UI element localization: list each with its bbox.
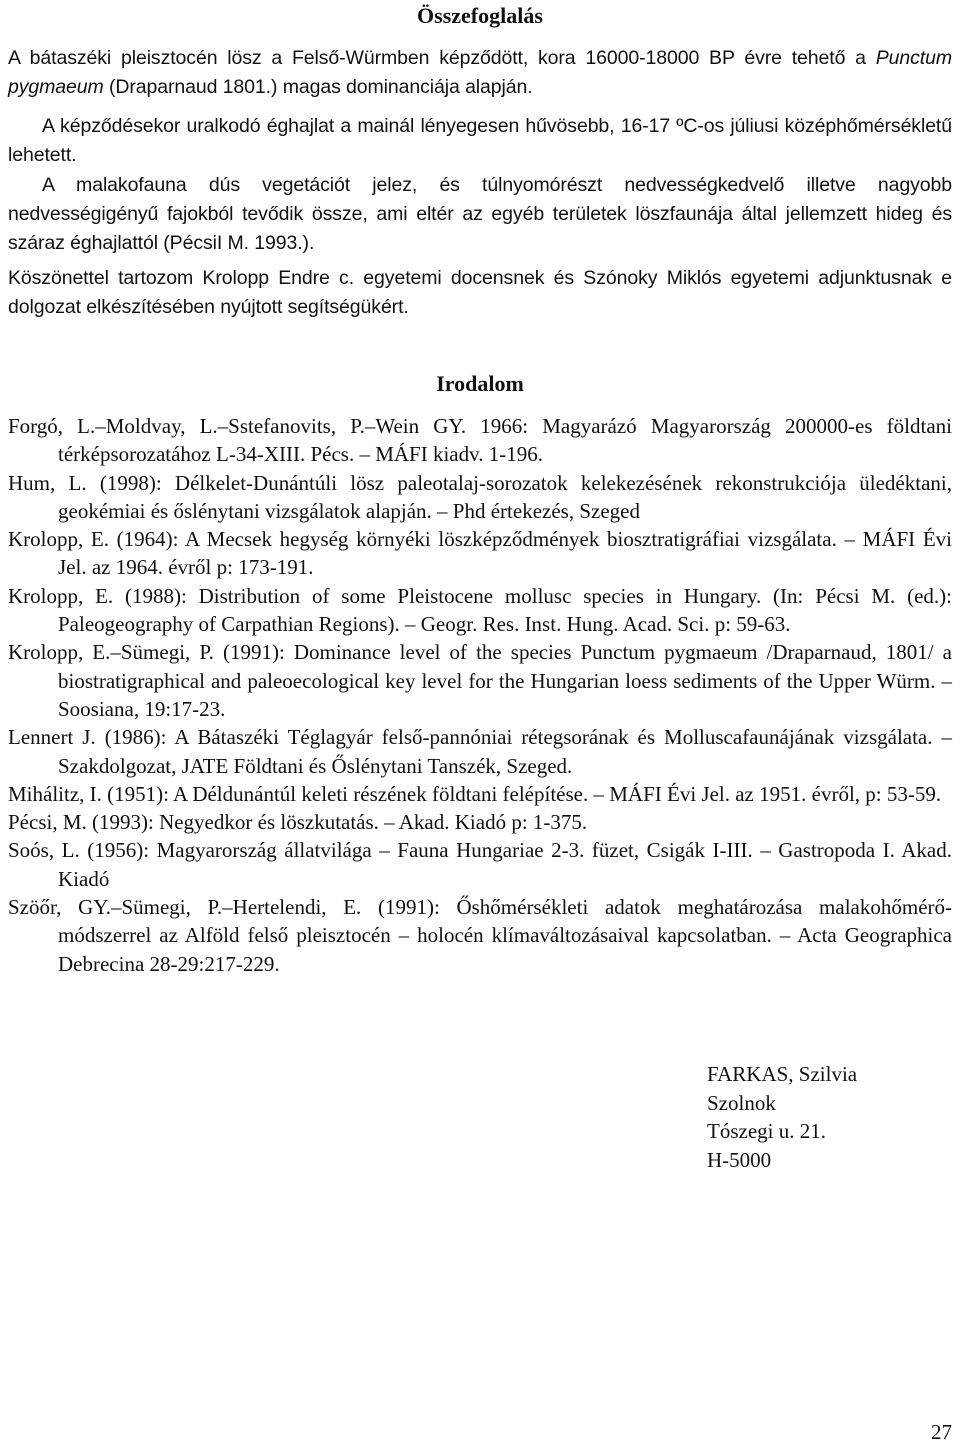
summary-heading: Összefoglalás	[417, 3, 543, 28]
species-name-italic: Punctum pygmaeum	[8, 47, 952, 98]
reference-item: Krolopp, E. (1964): A Mecsek hegység környéki löszképződmények biosztratigráfiai vizsgálata. – MÁFI Évi Jel. az 1964. évről p: 173-191.	[8, 527, 952, 580]
summary-p1-text-end: (Draparnaud 1801.) magas dominanciája alapján.	[103, 76, 533, 98]
author-name: FARKAS, Szilvia	[707, 1062, 858, 1086]
reference-list	[8, 412, 952, 978]
page-number: 27	[931, 1420, 952, 1444]
author-address	[707, 1060, 857, 1174]
author-city: Szolnok	[707, 1090, 776, 1115]
reference-item: Lennert J. (1986): A Bátaszéki Téglagyár felső-pannóniai rétegsorának és Molluscafaunájának vizsgálata. – Szakdolgozat, JATE Földtani és Őslénytani Tanszék, Szeged.	[8, 725, 952, 778]
reference-item: Hum, L. (1998): Délkelet-Dunántúli lösz paleotalaj-sorozatok kelekezésének rekonstrukciója üledéktani, geokémiai és őslénytani vizsgálatok alapján. – Phd értekezés, Szeged	[8, 470, 952, 523]
reference-item: Szöőr, GY.–Sümegi, P.–Hertelendi, E. (1991): Őshőmérsékleti adatok meghatározása malakohőmérő-módszerrel az Alföld felső pleisztocén – holocén klímaváltozásaival kapcsolatban. – Acta Geographica Debrecina 28-29:217-229.	[8, 895, 952, 976]
author-street: Tószegi u. 21.	[707, 1119, 826, 1143]
summary-p1-text-start: A bátaszéki pleisztocén lösz a Felső-Würmben képződött, kora 16000-18000 BP évre tehető a	[8, 47, 876, 69]
reference-item: Forgó, L.–Moldvay, L.–Sstefanovits, P.–Wein GY. 1966: Magyarázó Magyarország 200000-es földtani térképsorozatához L-34-XIII. Pécs. – MÁFI kiadv. 1-196.	[8, 414, 952, 467]
author-postcode: H-5000	[707, 1147, 772, 1172]
references-heading: Irodalom	[436, 371, 524, 396]
reference-item: Mihálitz, I. (1951): A Déldunántúl keleti részének földtani felépítése. – MÁFI Évi Jel. az 1951. évről, p: 53-59.	[8, 781, 942, 806]
reference-item: Pécsi, M. (1993): Negyedkor és löszkutatás. – Akad. Kiadó p: 1-375.	[8, 810, 588, 835]
summary-paragraph-2: A képződésekor uralkodó éghajlat a mainál lényegesen hűvösebb, 16-17 ºC-os júliusi középhőmérsékletű lehetett.	[8, 115, 952, 166]
summary-paragraph-1	[8, 44, 952, 102]
summary-paragraph-3: A malakofauna dús vegetációt jelez, és túlnyomórészt nedvességkedvelő illetve nagyobb nedvességigényű fajokból tevődik össze, ami eltér az egyéb területek löszfaunája által jellemzett hideg és száraz éghajlattól (PécsiI M. 1993.).	[8, 174, 952, 254]
acknowledgement-paragraph: Köszönettel tartozom Krolopp Endre c. egyetemi docensnek és Szónoky Miklós egyetemi adjunktusnak e dolgozat elkészítésében nyújtott segítségükért.	[8, 267, 952, 318]
reference-item: Soós, L. (1956): Magyarország állatvilága – Fauna Hungariae 2-3. füzet, Csigák I-III. – Gastropoda I. Akad. Kiadó	[8, 838, 952, 891]
reference-item: Krolopp, E.–Sümegi, P. (1991): Dominance level of the species Punctum pygmaeum /Draparnaud, 1801/ a biostratigraphical and paleoecological key level for the Hungarian loess sediments of the Upper Würm. – Soosiana, 19:17-23.	[8, 640, 952, 721]
reference-item: Krolopp, E. (1988): Distribution of some Pleistocene mollusc species in Hungary. (In: Pécsi M. (ed.): Paleogeography of Carpathian Regions). – Geogr. Res. Inst. Hung. Acad. Sci. p: 59-63.	[8, 583, 952, 637]
